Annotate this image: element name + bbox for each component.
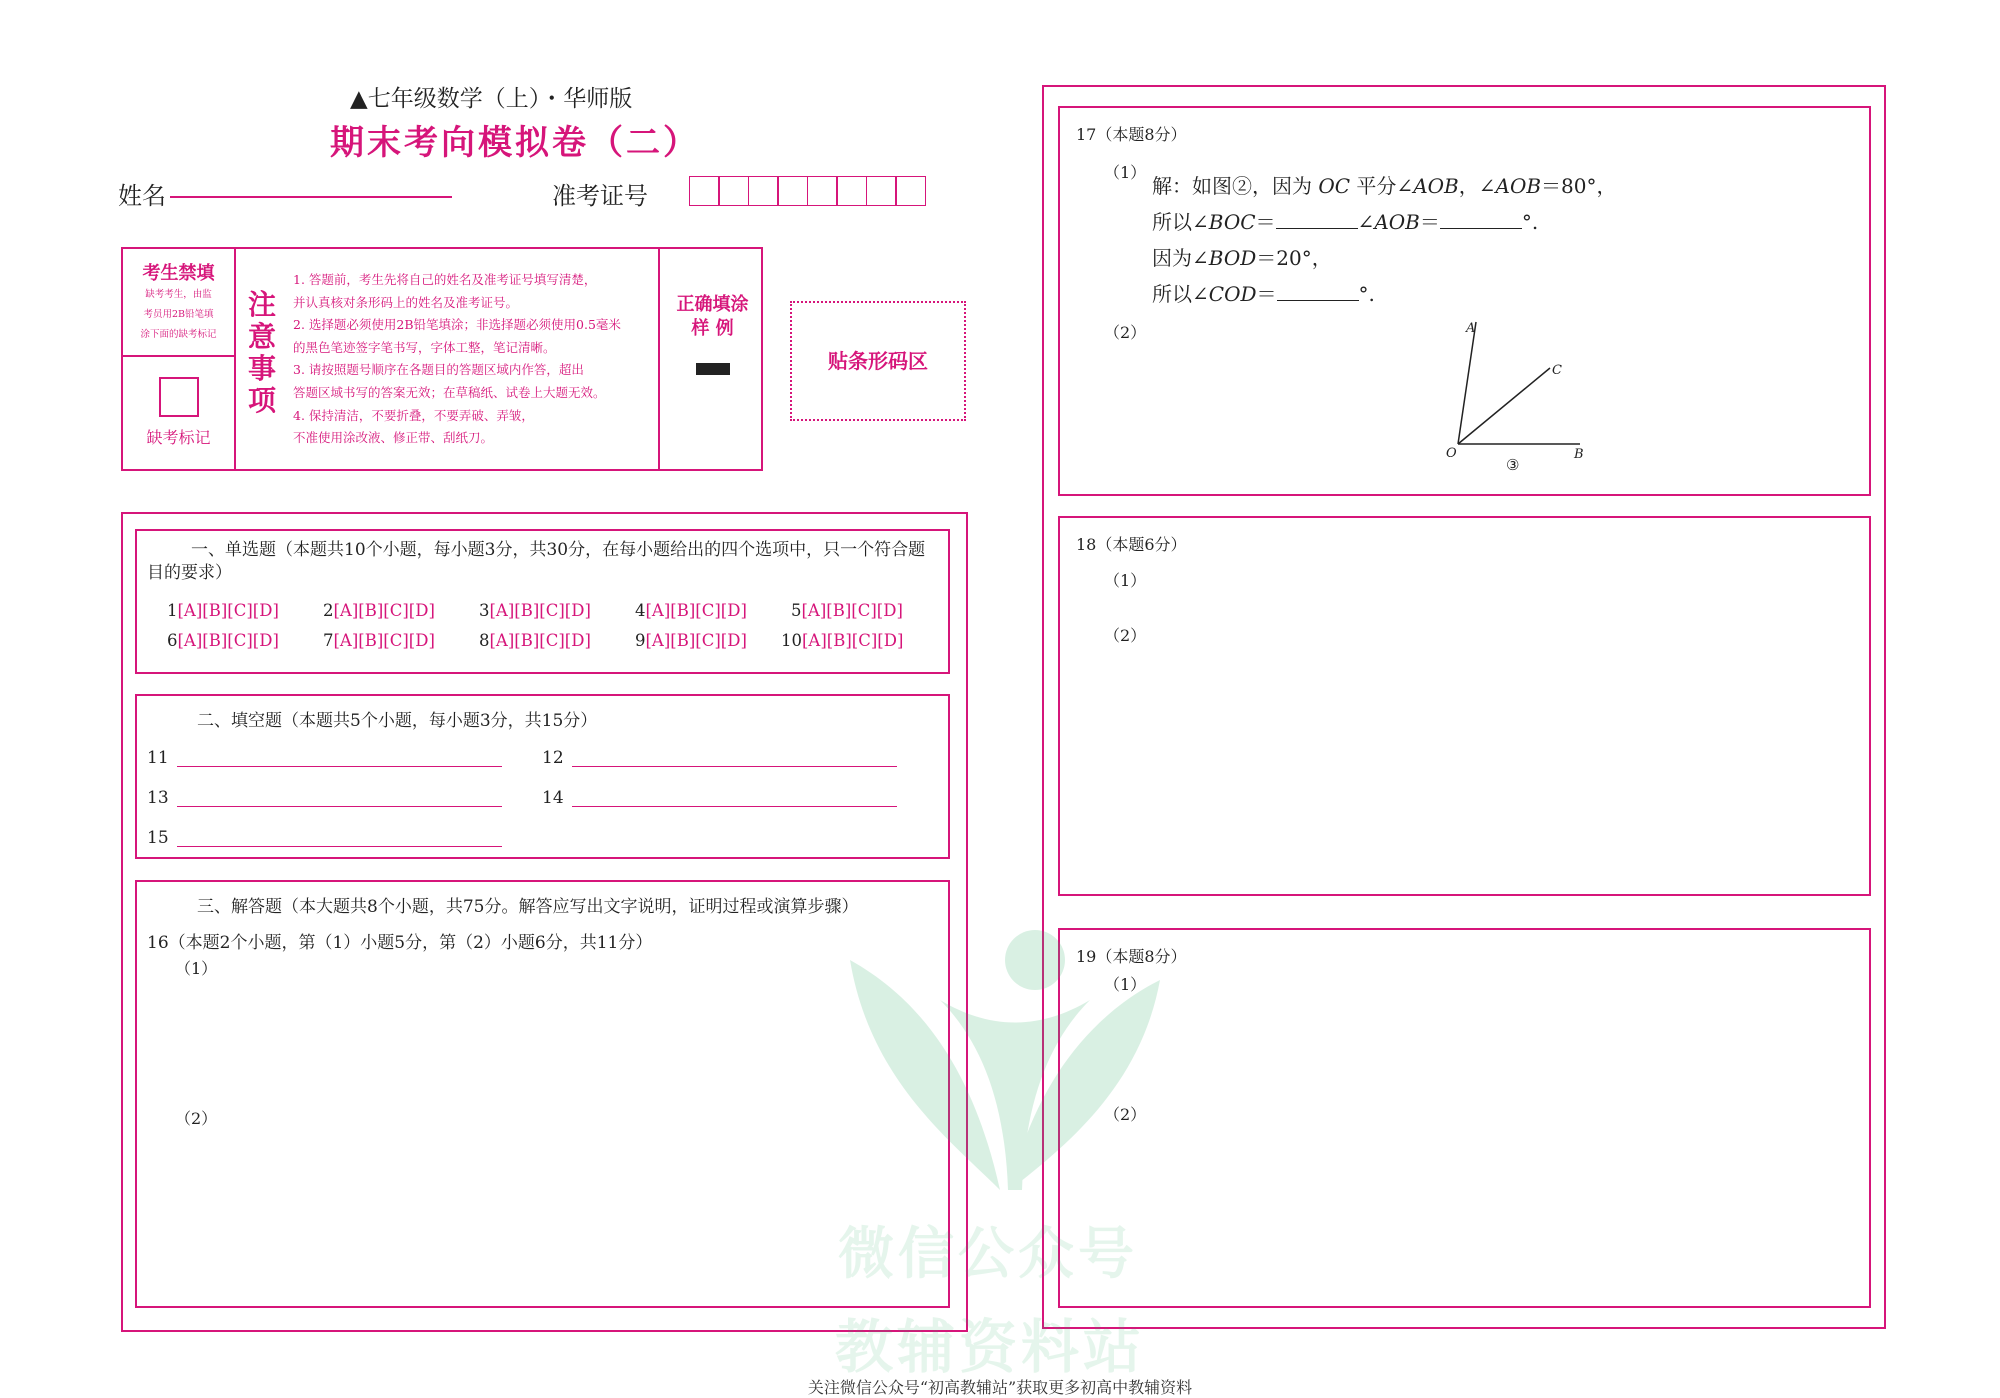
answer-options[interactable]: [A][B][C][D] xyxy=(489,631,591,650)
blank-answer-line[interactable] xyxy=(177,766,502,767)
answer-options[interactable]: [A][B][C][D] xyxy=(333,601,435,620)
answer-options[interactable]: [A][B][C][D] xyxy=(333,631,435,650)
fill-sample-label xyxy=(660,293,765,341)
question-part-label: （1） xyxy=(175,959,218,978)
barcode-area[interactable]: 贴条形码区 xyxy=(790,301,966,421)
notice-panel xyxy=(121,247,763,471)
exam-id-digit-box[interactable] xyxy=(748,176,779,206)
solution-var: AOB xyxy=(1495,174,1542,198)
answer-options[interactable]: [A][B][C][D] xyxy=(802,631,904,650)
blank-answer-line[interactable] xyxy=(572,806,897,807)
blank-number: 15 xyxy=(147,828,169,848)
section-fill-blank xyxy=(135,694,950,859)
answer-blank[interactable] xyxy=(1277,299,1359,301)
mcq-row[interactable] xyxy=(781,631,903,650)
mcq-row[interactable] xyxy=(323,601,435,620)
question-19-box[interactable] xyxy=(1058,928,1871,1308)
blank-number: 12 xyxy=(542,748,564,768)
notice-item: 并认真核对条形码上的姓名及准考证号。 xyxy=(293,294,519,310)
solution-text: ＝ xyxy=(1419,210,1440,234)
answer-options[interactable]: [A][B][C][D] xyxy=(801,601,903,620)
solution-text: ＝80°， xyxy=(1541,174,1617,198)
mcq-row[interactable] xyxy=(323,631,435,650)
solution-text: ∠ xyxy=(1357,210,1375,234)
question-part-label: （1） xyxy=(1104,571,1147,590)
question-number: 5 xyxy=(791,601,802,620)
forbid-note: 考员用2B铅笔填 xyxy=(143,309,214,320)
notice-item: 答题区域书写的答案无效；在草稿纸、试卷上大题无效。 xyxy=(293,384,606,400)
exam-id-digit-box[interactable] xyxy=(895,176,926,206)
solution-text: ＝ xyxy=(1255,210,1276,234)
forbid-note: 涂下面的缺考标记 xyxy=(140,329,217,340)
mcq-row[interactable] xyxy=(635,601,747,620)
question-number: 9 xyxy=(635,631,646,650)
answer-options[interactable]: [A][B][C][D] xyxy=(645,601,747,620)
blank-number: 14 xyxy=(542,788,564,808)
solution-line xyxy=(1152,278,1375,307)
solution-var: BOC xyxy=(1208,210,1256,234)
watermark-text: 教辅资料站 xyxy=(835,1313,1146,1381)
question-number: 6 xyxy=(167,631,178,650)
blank-answer-line[interactable] xyxy=(572,766,897,767)
angle-figure xyxy=(1440,312,1600,472)
solution-text: 平分∠ xyxy=(1350,174,1414,198)
question-part-label: （1） xyxy=(1104,975,1147,994)
question-number: 2 xyxy=(323,601,334,620)
name-field[interactable] xyxy=(170,196,452,198)
notice-item: 2. 选择题必须使用2B铅笔填涂；非选择题必须使用0.5毫米 xyxy=(293,317,621,333)
exam-id-digit-box[interactable] xyxy=(718,176,749,206)
question-18-box[interactable] xyxy=(1058,516,1871,896)
answer-options[interactable]: [A][B][C][D] xyxy=(177,631,279,650)
subject-label: ▲七年级数学（上）・华师版 xyxy=(350,86,633,112)
blank-number: 13 xyxy=(147,788,169,808)
solution-text: 因为∠ xyxy=(1152,246,1209,270)
exam-id-digit-box[interactable] xyxy=(689,176,720,206)
solution-text: ＝ xyxy=(1256,282,1277,306)
solution-var: OC xyxy=(1318,174,1351,198)
notice-item: 不准使用涂改液、修正带、刮纸刀。 xyxy=(293,430,494,446)
question-number: 7 xyxy=(323,631,334,650)
solution-line xyxy=(1152,170,1617,199)
exam-id-digit-box[interactable] xyxy=(866,176,897,206)
point-label-c: C xyxy=(1552,363,1562,378)
question-part-label: （1） xyxy=(1104,163,1147,182)
question-part-label: （2） xyxy=(1104,626,1147,645)
mcq-row[interactable] xyxy=(791,601,903,620)
section-single-choice xyxy=(135,529,950,674)
question-heading: 19（本题8分） xyxy=(1076,947,1187,966)
notice-list xyxy=(293,269,633,450)
forbid-column xyxy=(123,249,236,469)
figure-number: ③ xyxy=(1506,456,1520,472)
notice-item: 1. 答题前，考生先将自己的姓名及准考证号填写清楚， xyxy=(293,272,597,287)
answer-options[interactable]: [A][B][C][D] xyxy=(177,601,279,620)
blank-answer-line[interactable] xyxy=(177,806,502,807)
section-title: 二、填空题（本题共5个小题，每小题3分，共15分） xyxy=(197,711,598,731)
question-16-heading: 16（本题2个小题，第（1）小题5分，第（2）小题6分，共11分） xyxy=(147,933,653,953)
mcq-row[interactable] xyxy=(635,631,747,650)
solution-text: ＝20°， xyxy=(1256,246,1332,270)
section-solution[interactable] xyxy=(135,880,950,1308)
exam-id-digit-box[interactable] xyxy=(807,176,838,206)
exam-id-digit-box[interactable] xyxy=(777,176,808,206)
page-title: 期末考向模拟卷（二） xyxy=(330,123,700,163)
forbid-title: 考生禁填 xyxy=(142,263,215,284)
watermark-text: 微信公众号 xyxy=(838,1222,1138,1287)
question-part-label: （2） xyxy=(1104,323,1147,342)
forbid-note: 缺考考生，由监 xyxy=(145,289,212,300)
question-part-label: （2） xyxy=(1104,1105,1147,1124)
question-number: 4 xyxy=(635,601,646,620)
question-heading: 18（本题6分） xyxy=(1076,535,1187,554)
absent-mark-label: 缺考标记 xyxy=(146,428,211,447)
fill-sample-mark xyxy=(696,363,730,375)
answer-options[interactable]: [A][B][C][D] xyxy=(489,601,591,620)
mcq-row[interactable] xyxy=(167,601,279,620)
notice-heading-char: 注 xyxy=(247,288,276,321)
answer-blank[interactable] xyxy=(1276,227,1358,229)
point-label-b: B xyxy=(1574,447,1584,462)
solution-var: COD xyxy=(1208,282,1257,306)
notice-item: 3. 请按照题号顺序在各题目的答题区域内作答，超出 xyxy=(293,362,584,378)
mcq-row[interactable] xyxy=(479,601,591,620)
fill-sample-label-line: 正确填涂 xyxy=(676,294,749,315)
absent-mark-box[interactable] xyxy=(159,377,199,417)
question-number: 3 xyxy=(479,601,490,620)
ray-oc xyxy=(1458,368,1550,444)
notice-item: 的黑色笔迹签字笔书写，字体工整，笔记清晰。 xyxy=(293,339,556,355)
question-part-label: （2） xyxy=(175,1109,218,1128)
solution-line xyxy=(1152,206,1538,235)
name-label: 姓名 xyxy=(118,182,166,210)
question-number: 10 xyxy=(781,631,802,650)
section-title: 三、解答题（本大题共8个小题，共75分。解答应写出文字说明，证明过程或演算步骤） xyxy=(197,897,859,917)
solution-var: AOB xyxy=(1374,210,1420,234)
question-heading: 17（本题8分） xyxy=(1076,125,1187,144)
exam-id-label: 准考证号 xyxy=(552,182,648,210)
watermark-logo-icon xyxy=(830,920,1170,1200)
blank-answer-line[interactable] xyxy=(177,846,502,847)
solution-text: 解：如图②，因为 xyxy=(1152,174,1319,198)
blank-number: 11 xyxy=(147,748,169,768)
footer-note: 关注微信公众号“初高教辅站”获取更多初高中教辅资料 xyxy=(807,1378,1193,1397)
ray-oa xyxy=(1458,322,1476,444)
solution-text: 所以∠ xyxy=(1152,282,1209,306)
answer-blank[interactable] xyxy=(1440,227,1522,229)
solution-text: °. xyxy=(1358,282,1375,306)
answer-options[interactable]: [A][B][C][D] xyxy=(645,631,747,650)
notice-heading-char: 项 xyxy=(247,384,276,417)
section-title: 一、单选题（本题共10个小题，每小题3分，共30分，在每小题给出的四个选项中，只一个符合题目的要求） xyxy=(147,540,926,583)
notice-heading-char: 事 xyxy=(247,352,276,385)
question-number: 1 xyxy=(167,601,178,620)
solution-text: ，∠ xyxy=(1458,174,1496,198)
notice-heading xyxy=(247,289,277,417)
question-number: 8 xyxy=(479,631,490,650)
solution-var: BOD xyxy=(1208,246,1257,270)
exam-id-boxes[interactable] xyxy=(690,176,926,206)
fill-sample xyxy=(658,249,765,469)
fill-sample-label-line: 样 例 xyxy=(691,318,734,339)
point-label-a: A xyxy=(1466,321,1476,336)
solution-line xyxy=(1152,242,1332,271)
mcq-row[interactable] xyxy=(479,631,591,650)
solution-text: 所以∠ xyxy=(1152,210,1209,234)
notice-heading-char: 意 xyxy=(247,320,276,353)
solution-var: AOB xyxy=(1413,174,1459,198)
exam-id-digit-box[interactable] xyxy=(836,176,867,206)
notice-item: 4. 保持清洁，不要折叠，不要弄破、弄皱， xyxy=(293,407,534,423)
mcq-row[interactable] xyxy=(167,631,279,650)
solution-text: °. xyxy=(1521,210,1539,234)
point-label-o: O xyxy=(1446,446,1457,461)
